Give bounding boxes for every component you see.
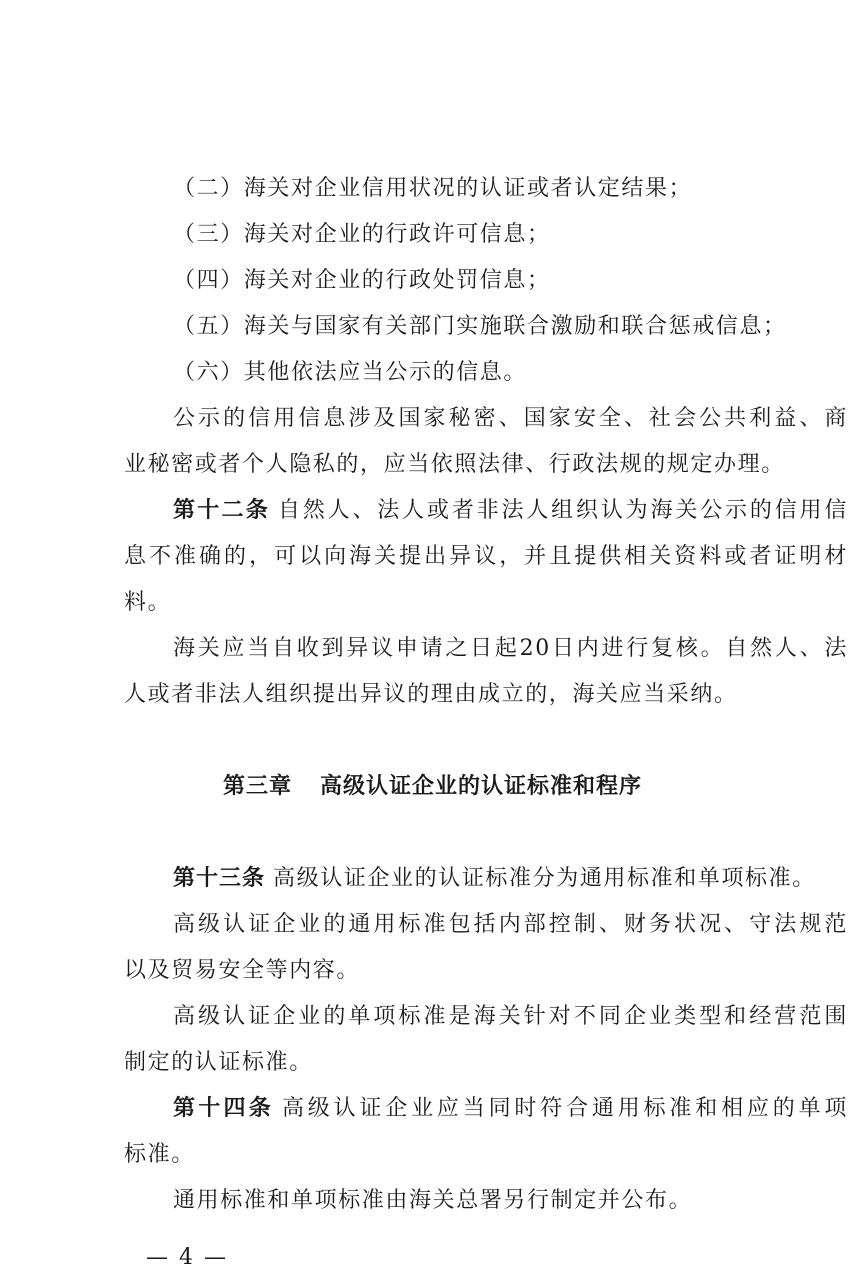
list-item-4: （四）海关对企业的行政处罚信息； xyxy=(173,268,551,293)
paragraph-single-line-2: 制定的认证标准。 xyxy=(124,1050,313,1075)
article-12-title: 第十二条 xyxy=(173,498,270,523)
page-number: — 4 — xyxy=(146,1245,228,1270)
paragraph-publish-line-1: 通用标准和单项标准由海关总署另行制定并公布。 xyxy=(173,1188,693,1213)
article-14-line-2: 标准。 xyxy=(124,1142,195,1167)
paragraph-publicity-line-1: 公示的信用信息涉及国家秘密、国家安全、社会公共利益、商 xyxy=(173,406,848,431)
chapter-heading xyxy=(0,774,865,800)
list-item-3: （三）海关对企业的行政许可信息； xyxy=(173,222,551,247)
paragraph-general-line-1: 高级认证企业的通用标准包括内部控制、财务状况、守法规范 xyxy=(173,912,848,937)
paragraph-general-line-2: 以及贸易安全等内容。 xyxy=(124,958,361,983)
paragraph-review-line-2: 人或者非法人组织提出异议的理由成立的，海关应当采纳。 xyxy=(124,682,738,707)
article-13-text-1: 高级认证企业的认证标准分为通用标准和单项标准。 xyxy=(273,866,816,891)
list-item-2: （二）海关对企业信用状况的认证或者认定结果； xyxy=(173,176,693,201)
chapter-number: 第三章 xyxy=(222,774,292,799)
article-12-line-2: 息不准确的，可以向海关提出异议，并且提供相关资料或者证明材 xyxy=(124,544,848,569)
chapter-title: 高级认证企业的认证标准和程序 xyxy=(320,774,643,799)
article-13-line-1 xyxy=(173,866,848,892)
paragraph-single-line-1: 高级认证企业的单项标准是海关针对不同企业类型和经营范围 xyxy=(173,1004,848,1029)
article-14-title: 第十四条 xyxy=(173,1096,274,1121)
paragraph-publicity-line-2: 业秘密或者个人隐私的，应当依照法律、行政法规的规定办理。 xyxy=(124,452,785,477)
list-item-5: （五）海关与国家有关部门实施联合激励和联合惩戒信息； xyxy=(173,314,787,339)
article-13-title: 第十三条 xyxy=(173,866,266,891)
article-12-text-1: 自然人、法人或者非法人组织认为海关公示的信用信 xyxy=(277,498,848,523)
article-12-line-1 xyxy=(173,498,848,524)
list-item-6: （六）其他依法应当公示的信息。 xyxy=(173,360,528,385)
article-14-text-1: 高级认证企业应当同时符合通用标准和相应的单项 xyxy=(281,1096,848,1121)
article-12-line-3: 料。 xyxy=(124,590,172,615)
article-14-line-1 xyxy=(173,1096,848,1122)
paragraph-review-line-1: 海关应当自收到异议申请之日起20日内进行复核。自然人、法 xyxy=(173,636,848,661)
